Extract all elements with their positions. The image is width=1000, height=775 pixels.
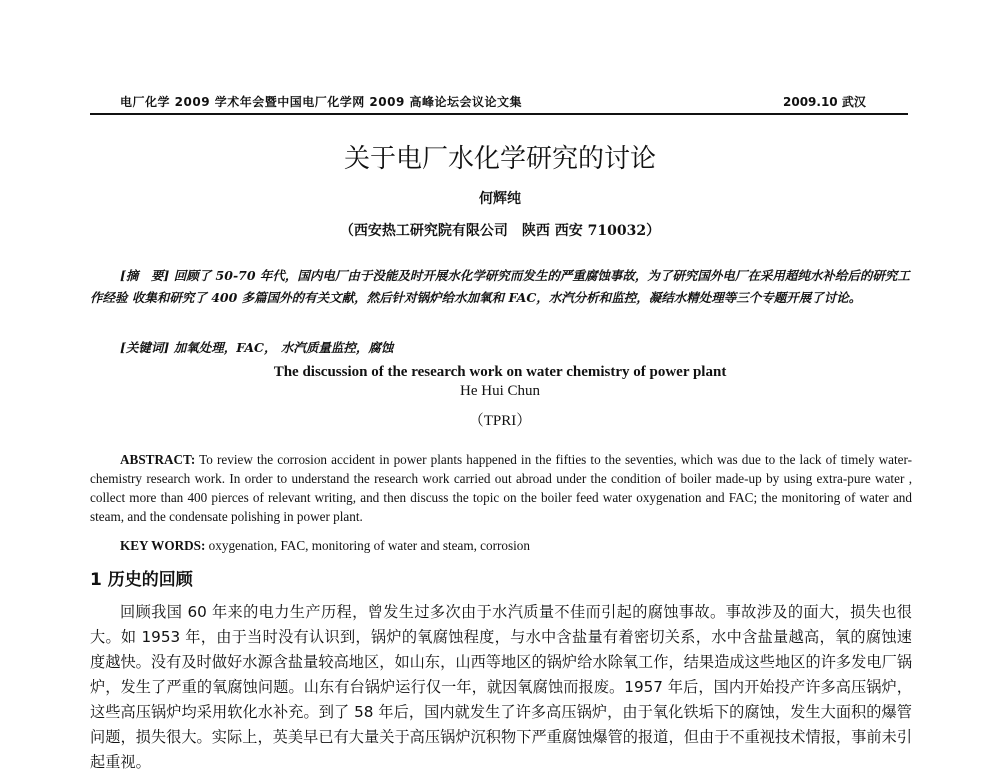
affiliation-cn: （西安热工研究院有限公司 陕西 西安 710032） <box>339 223 661 239</box>
paper-title: 关于电厂水化学研究的讨论 <box>343 144 656 174</box>
keywords-cn <box>90 338 912 356</box>
section-paragraph: 回顾我国 60 年来的电力生产历程，曾发生过多次由于水汽质量不佳而引起的腐蚀事故。事故涉及的面大，损失也很大。如 1953 年，由于当时没有认识到，锅炉的氧腐蚀程度，与水中含盐量有着密切关系，水中含盐量越高，氧的腐蚀速度越快。没有及时做好水源含盐量较高地区，如山东，山西等地区的锅炉给水除氧工作，结果造成这些地区的许多发电厂锅炉，发生了严重的氧腐蚀问题。山东有台锅炉运行仅一年，就因氧腐蚀而报废。1957 年后，国内开始投产许多高压锅炉，这些高压锅炉均采用软化水补充。到了 58 年后，国内就发生了许多高压锅炉，由于氧化铁垢下的腐蚀，发生大面积的爆管问题，损失很大。实际上，英美早已有大量关于高压锅炉沉积物下严重腐蚀爆管的报道，但由于不重视技术情报，事前未引起重视。 <box>90 603 912 771</box>
section-heading: 1 历史的回顾 <box>90 570 193 590</box>
keywords-cn-text: 加氧处理，FAC， 水汽质量监控，腐蚀 <box>173 340 394 355</box>
abstract-en-text: To review the corrosion accident in power plants happened in the fifties to the seventies, which was due to the lack of timely water-chemistry research work. In order to understand the research work carried out abroad under the condition of boiler made-up by using extra-pure water , collect more than 400 pierces of relevant writing, and then discuss the topic on the boiler feed water oxygenation and FAC; the monitoring of water and steam, and the condensate polishing in power plant. <box>90 452 912 524</box>
abstract-cn <box>90 265 912 309</box>
abstract-en-label: ABSTRACT: <box>120 452 196 467</box>
author-cn: 何辉纯 <box>479 191 521 207</box>
running-header-right: 2009.10 武汉 <box>783 95 866 109</box>
affiliation-en: （TPRI） <box>468 413 532 429</box>
running-header-left: 电厂化学 2009 学术年会暨中国电厂化学网 2009 高峰论坛会议论文集 <box>120 95 523 109</box>
abstract-en <box>90 450 912 526</box>
header-rule <box>90 113 908 115</box>
author-en: He Hui Chun <box>460 383 540 399</box>
abstract-cn-label: [摘 要] <box>120 268 170 283</box>
keywords-cn-label: [关键词] <box>120 340 170 355</box>
abstract-cn-text: 回顾了 50-70 年代，国内电厂由于没能及时开展水化学研究而发生的严重腐蚀事故，为了研究国外电厂在采用超纯水补给后的研究工作经验 收集和研究了 400 多篇国外的有关文献，然后针对锅炉给水加氧和 FAC，水汽分析和监控，凝结水精处理等三个专题开展了讨论。 <box>90 268 910 305</box>
keywords-en <box>120 538 530 554</box>
paper-title-en: The discussion of the research work on water chemistry of power plant <box>273 364 727 380</box>
keywords-en-text: oxygenation, FAC, monitoring of water and steam, corrosion <box>208 538 530 553</box>
keywords-en-label: KEY WORDS: <box>120 538 206 553</box>
